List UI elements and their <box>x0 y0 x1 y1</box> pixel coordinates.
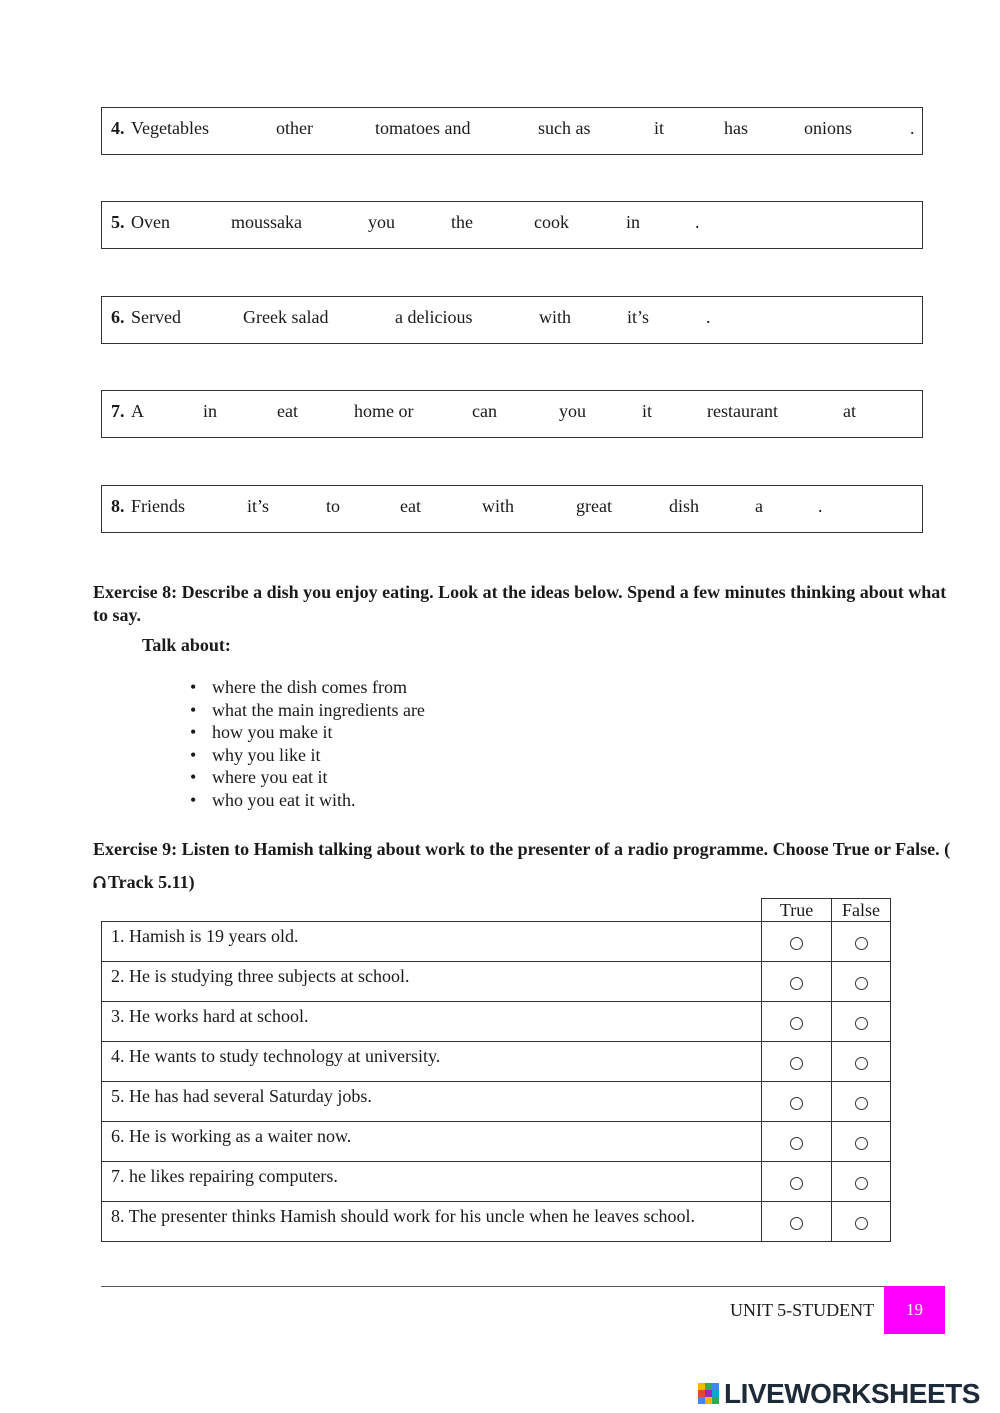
false-cell <box>832 1162 891 1202</box>
table-row <box>102 1002 891 1042</box>
false-cell <box>832 1122 891 1162</box>
sentence-number: 4. <box>111 118 125 138</box>
list-item: • how you make it <box>190 721 425 744</box>
false-radio[interactable] <box>855 1017 868 1030</box>
true-cell <box>762 962 832 1002</box>
scramble-box-6 <box>101 296 923 344</box>
word-chip[interactable]: dish <box>669 496 700 516</box>
page-number-badge: 19 <box>884 1286 945 1334</box>
scramble-box-8 <box>101 485 923 533</box>
table-row <box>102 962 891 1002</box>
statement-cell: 8. The presenter thinks Hamish should work for his uncle when he leaves school. <box>102 1202 762 1242</box>
brand-name: LIVEWORKSHEETS <box>724 1378 980 1409</box>
true-cell <box>762 1042 832 1082</box>
ideas-list <box>190 676 425 812</box>
exercise-9-heading <box>93 833 953 900</box>
word-chip[interactable]: other <box>276 118 313 138</box>
false-radio[interactable] <box>855 937 868 950</box>
table-row <box>102 1202 891 1242</box>
table-row <box>102 922 891 962</box>
table-row <box>102 1082 891 1122</box>
word-chip[interactable]: a delicious <box>395 307 473 327</box>
headphones-icon[interactable] <box>93 867 106 900</box>
word-chip[interactable]: such as <box>538 118 591 138</box>
word-chip[interactable]: tomatoes and <box>375 118 471 138</box>
statement-cell: 1. Hamish is 19 years old. <box>102 922 762 962</box>
true-cell <box>762 1002 832 1042</box>
false-radio[interactable] <box>855 1217 868 1230</box>
word-chip[interactable]: restaurant <box>707 401 778 421</box>
word-chip[interactable]: Greek salad <box>243 307 329 327</box>
true-radio[interactable] <box>790 1057 803 1070</box>
true-cell <box>762 1202 832 1242</box>
false-radio[interactable] <box>855 977 868 990</box>
footer-divider <box>101 1286 891 1287</box>
false-cell <box>832 1002 891 1042</box>
scramble-box-5 <box>101 201 923 249</box>
false-radio[interactable] <box>855 1097 868 1110</box>
false-radio[interactable] <box>855 1137 868 1150</box>
table-header-row <box>102 899 891 922</box>
false-cell <box>832 1042 891 1082</box>
word-chip[interactable]: home or <box>354 401 414 421</box>
word-chip[interactable]: in <box>203 401 218 421</box>
true-radio[interactable] <box>790 1177 803 1190</box>
word-chip[interactable]: it <box>654 118 665 138</box>
true-radio[interactable] <box>790 977 803 990</box>
word-chip[interactable]: at <box>843 401 856 421</box>
list-item: • who you eat it with. <box>190 789 425 812</box>
exercise-9-heading-text: Exercise 9: Listen to Hamish talking about work to the presenter of a radio programme. Choose True or False. ( <box>93 839 951 859</box>
word-chip[interactable]: . <box>818 496 823 516</box>
statement-cell: 6. He is working as a waiter now. <box>102 1122 762 1162</box>
word-chip[interactable]: A <box>131 401 144 421</box>
table-row <box>102 1162 891 1202</box>
scramble-box-7 <box>101 390 923 438</box>
word-chip[interactable]: a <box>755 496 763 516</box>
blocks-logo-icon <box>698 1383 720 1405</box>
header-blank <box>102 899 762 922</box>
true-radio[interactable] <box>790 1217 803 1230</box>
word-chip[interactable]: onions <box>804 118 853 138</box>
unit-label: UNIT 5-STUDENT <box>730 1300 875 1320</box>
track-label: Track 5.11) <box>108 872 195 892</box>
true-cell <box>762 1082 832 1122</box>
word-chip[interactable]: . <box>910 118 915 138</box>
word-chip[interactable]: it <box>642 401 653 421</box>
word-chip[interactable]: Friends <box>131 496 185 516</box>
liveworksheets-logo <box>698 1379 980 1409</box>
sentence-number: 8. <box>111 496 125 516</box>
statement-cell: 4. He wants to study technology at university. <box>102 1042 762 1082</box>
word-chip[interactable]: it’s <box>627 307 650 327</box>
false-radio[interactable] <box>855 1177 868 1190</box>
word-chip[interactable]: you <box>559 401 586 421</box>
word-chip[interactable]: in <box>626 212 641 232</box>
false-cell <box>832 922 891 962</box>
word-chip[interactable]: can <box>472 401 497 421</box>
list-item: • why you like it <box>190 744 425 767</box>
word-chip[interactable]: Vegetables <box>131 118 209 138</box>
word-chip[interactable]: . <box>695 212 700 232</box>
true-radio[interactable] <box>790 1017 803 1030</box>
statement-cell: 3. He works hard at school. <box>102 1002 762 1042</box>
word-chip[interactable]: . <box>706 307 711 327</box>
true-cell <box>762 1122 832 1162</box>
false-cell <box>832 1202 891 1242</box>
true-cell <box>762 922 832 962</box>
word-chip[interactable]: Served <box>131 307 181 327</box>
talk-about-title: Talk about: <box>142 635 231 655</box>
word-chip[interactable]: cook <box>534 212 569 232</box>
table-row <box>102 1042 891 1082</box>
column-header-true: True <box>762 899 832 922</box>
list-item: • where the dish comes from <box>190 676 425 699</box>
word-chip[interactable]: has <box>724 118 748 138</box>
true-radio[interactable] <box>790 1097 803 1110</box>
list-item: • where you eat it <box>190 766 425 789</box>
word-chip[interactable]: with <box>482 496 515 516</box>
word-chip[interactable]: the <box>451 212 473 232</box>
word-chip[interactable]: eat <box>400 496 421 516</box>
sentence-number: 5. <box>111 212 125 232</box>
false-radio[interactable] <box>855 1057 868 1070</box>
statement-cell: 7. he likes repairing computers. <box>102 1162 762 1202</box>
statement-cell: 2. He is studying three subjects at school. <box>102 962 762 1002</box>
list-item: • what the main ingredients are <box>190 699 425 722</box>
true-false-table <box>101 898 891 1242</box>
sentence-number: 7. <box>111 401 125 421</box>
true-radio[interactable] <box>790 937 803 950</box>
scramble-box-4 <box>101 107 923 155</box>
false-cell <box>832 962 891 1002</box>
false-cell <box>832 1082 891 1122</box>
true-cell <box>762 1162 832 1202</box>
word-chip[interactable]: you <box>368 212 395 232</box>
word-chip[interactable]: to <box>326 496 341 516</box>
column-header-false: False <box>832 899 891 922</box>
sentence-number: 6. <box>111 307 125 327</box>
exercise-8-heading: Exercise 8: Describe a dish you enjoy eating. Look at the ideas below. Spend a few minutes thinking about what to say. <box>93 582 947 625</box>
word-chip[interactable]: it’s <box>247 496 270 516</box>
word-chip[interactable]: with <box>539 307 572 327</box>
word-chip[interactable]: eat <box>277 401 298 421</box>
word-chip[interactable]: moussaka <box>231 212 302 232</box>
word-chip[interactable]: Oven <box>131 212 170 232</box>
statement-cell: 5. He has had several Saturday jobs. <box>102 1082 762 1122</box>
word-chip[interactable]: great <box>576 496 612 516</box>
table-row <box>102 1122 891 1162</box>
true-radio[interactable] <box>790 1137 803 1150</box>
